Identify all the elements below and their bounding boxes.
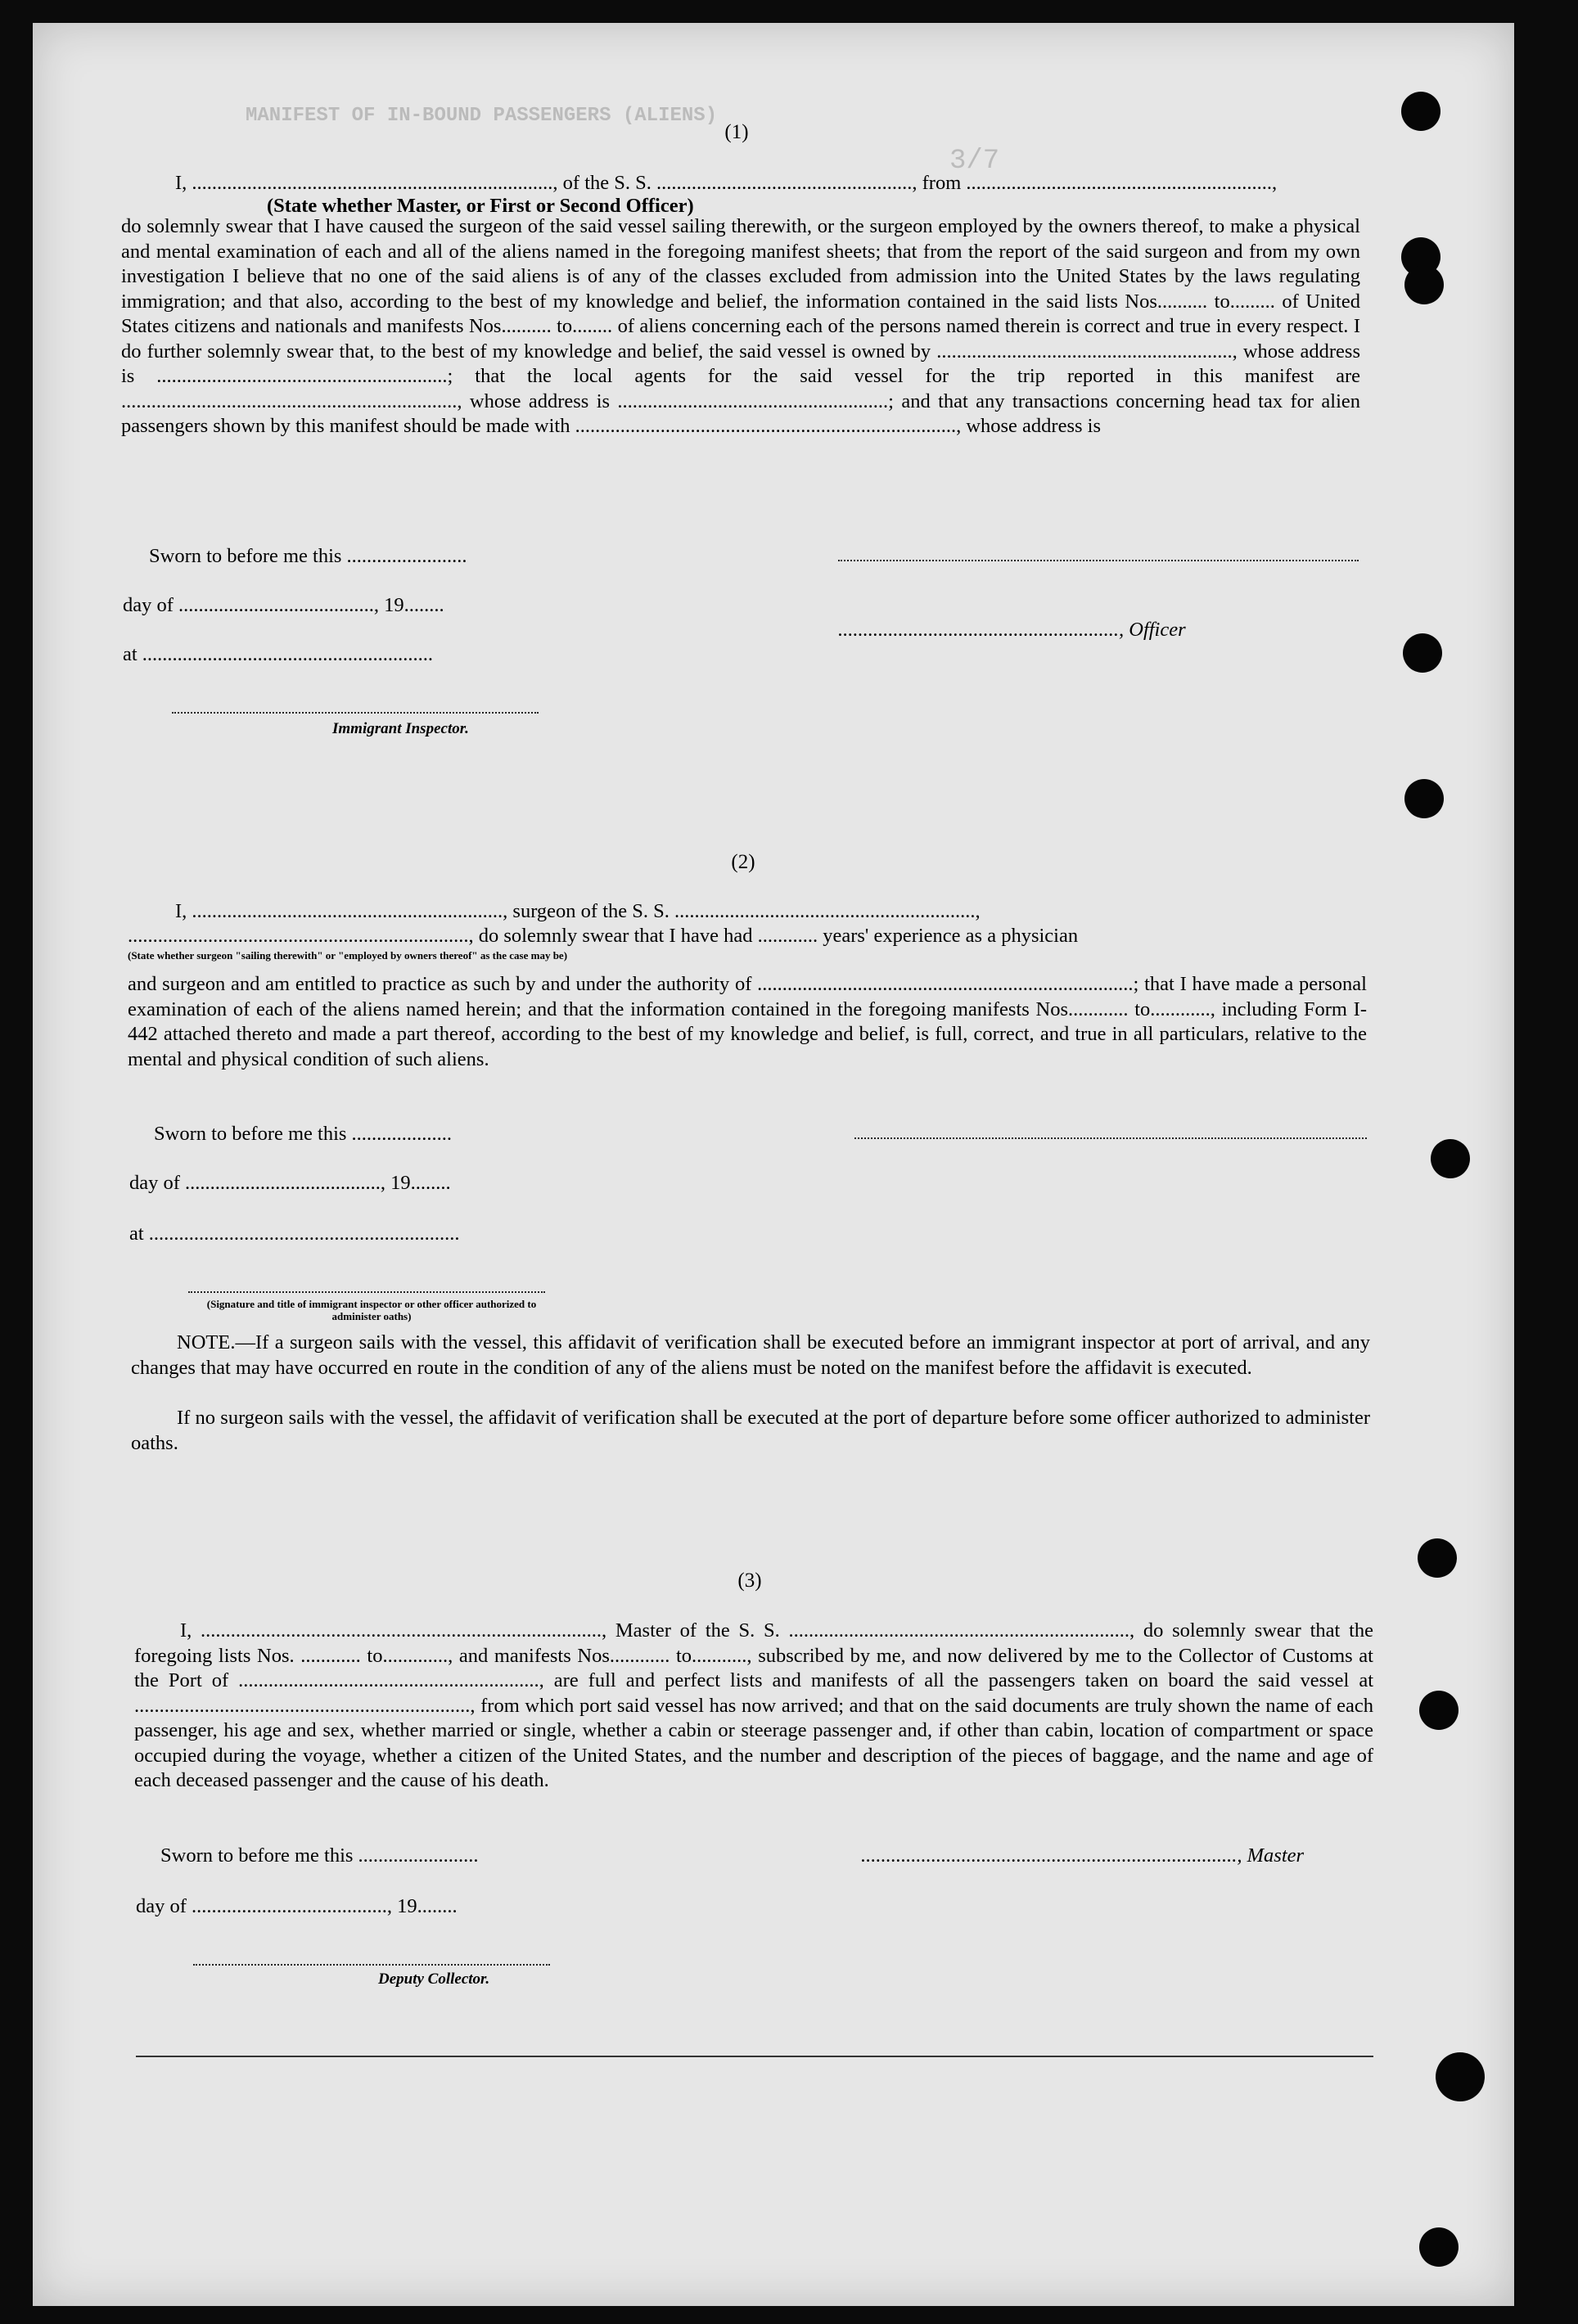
section-2-day: day of ......................................., 19........ — [129, 1172, 451, 1194]
section-2-signature-line — [188, 1291, 545, 1293]
section-3-master: ..........................................................................., Master — [861, 1844, 1305, 1867]
punch-hole — [1404, 265, 1444, 304]
section-3-deputy-line — [193, 1964, 550, 1966]
bleed-through-header: MANIFEST OF IN-BOUND PASSENGERS (ALIENS) — [246, 105, 718, 127]
section-1-day: day of ......................................., 19........ — [123, 594, 444, 616]
section-2-surgeon-signature-line — [854, 1137, 1367, 1139]
punch-hole — [1419, 2227, 1459, 2267]
punch-hole — [1436, 2052, 1485, 2101]
section-2-at: at .............................................................. — [129, 1223, 460, 1245]
section-1-number: (1) — [724, 121, 749, 143]
section-1-caption: (State whether Master, or First or Second Officer) — [267, 195, 694, 217]
punch-hole — [1404, 779, 1444, 818]
section-3-day: day of ......................................., 19........ — [136, 1895, 458, 1917]
section-3-number: (3) — [737, 1570, 762, 1592]
section-3-body: I, ................................................................................, Master of the S. S. ...................................................................., do solemnly swear that the foregoing lists Nos. ............ to............., and manifests Nos............ to..........., subscribed by me, and now delivered by me to the Collector of Customs at the Port of ............................................................, are full and perfect lists and manifests of all the passengers taken on board the said vessel at ..................................................................., from which port said vessel has now arrived; and that on the said documents are truly shown the name of each passenger, his age and sex, whether married or single, whether a cabin or steerage passenger and, if other than cabin, location of compartment or space occupied during the voyage, whether a citizen of the United States, and the number and description of the pieces of baggage, and the name and age of each deceased passenger and the cause of his death. — [134, 1619, 1373, 1791]
punch-hole — [1418, 1538, 1457, 1578]
section-3-deputy-label: Deputy Collector. — [378, 1970, 490, 1988]
punch-hole — [1401, 92, 1440, 131]
section-2-number: (2) — [731, 851, 755, 873]
section-3-sworn: Sworn to before me this ........................ — [160, 1844, 479, 1867]
section-1-officer-top-line — [838, 560, 1359, 561]
section-2-line1: I, .............................................................., surgeon of the S. S. ............................................................, — [175, 900, 981, 922]
section-2-line2: ...................................................................., do solemnly swear that I have had ............ years' experience as a physician — [128, 925, 1079, 947]
section-2-body: and surgeon and am entitled to practice as such by and under the authority of ...........................................................................; that I have made a personal examination of each of the aliens named herein; and that the information contained in the foregoing manifests Nos............ to............, including Form I-442 attached thereto and made a part thereof, according to the best of my knowledge and belief, is full, correct, and true in all particulars, relative to the mental and physical condition of such aliens. — [128, 973, 1367, 1070]
punch-hole — [1403, 633, 1442, 673]
section-2-sworn: Sworn to before me this .................... — [154, 1123, 453, 1145]
section-1-inspector-label: Immigrant Inspector. — [332, 720, 469, 737]
punch-hole — [1431, 1139, 1470, 1178]
section-2-signature-caption: (Signature and title of immigrant inspector or other officer authorized to administer oaths) — [206, 1298, 537, 1322]
section-1-at: at .......................................................... — [123, 643, 434, 665]
section-2-caption: (State whether surgeon "sailing therewith" or "employed by owners thereof" as the case may be) — [128, 949, 568, 962]
section-1-body: do solemnly swear that I have caused the surgeon of the said vessel sailing therewith, or the surgeon employed by the owners thereof, to make a physical and mental examination of each and all of the aliens named in the foregoing manifest sheets; that from the report of the said surgeon and from my own investigation I believe that no one of the said aliens is of any of the classes excluded from admission into the United States by the laws regulating immigration; and that also, according to the best of my knowledge and belief, the information contained in the said lists Nos.......... to......... of United States citizens and nationals and manifests Nos.......... to........ of aliens concerning each of the persons named therein is correct and true in every respect. I do further solemnly swear that, to the best of my knowledge and belief, the said vessel is owned by ..........................................................., whose address is ..........................................................; that the local agents for the said vessel for the trip reported in this manifest are ..................................................................., whose address is ......................................................; and that any transactions concerning head tax for alien passengers shown by this manifest should be made with ............................................................................, whose address is — [121, 215, 1360, 437]
bleed-through-number: 3/7 — [949, 146, 1000, 177]
section-1-sworn: Sworn to before me this ........................ — [149, 545, 467, 567]
section-1-opening-line: I, ........................................................................, of the S. S. ..................................................., from ............................................................., — [175, 172, 1278, 194]
section-1-officer: ........................................................, Officer — [838, 619, 1186, 641]
section-1-inspector-signature-line — [172, 712, 539, 714]
bottom-rule — [136, 2056, 1373, 2057]
punch-hole — [1419, 1691, 1459, 1730]
note-paragraph-2: If no surgeon sails with the vessel, the affidavit of verification shall be executed at the port of departure before some officer authorized to administer oaths. — [131, 1407, 1370, 1454]
note-paragraph: NOTE.—If a surgeon sails with the vessel, this affidavit of verification shall be executed before an immigrant inspector at port of arrival, and any changes that may have occurred en route in the condition of any of the aliens must be noted on the manifest before the affidavit is executed. — [131, 1331, 1370, 1379]
